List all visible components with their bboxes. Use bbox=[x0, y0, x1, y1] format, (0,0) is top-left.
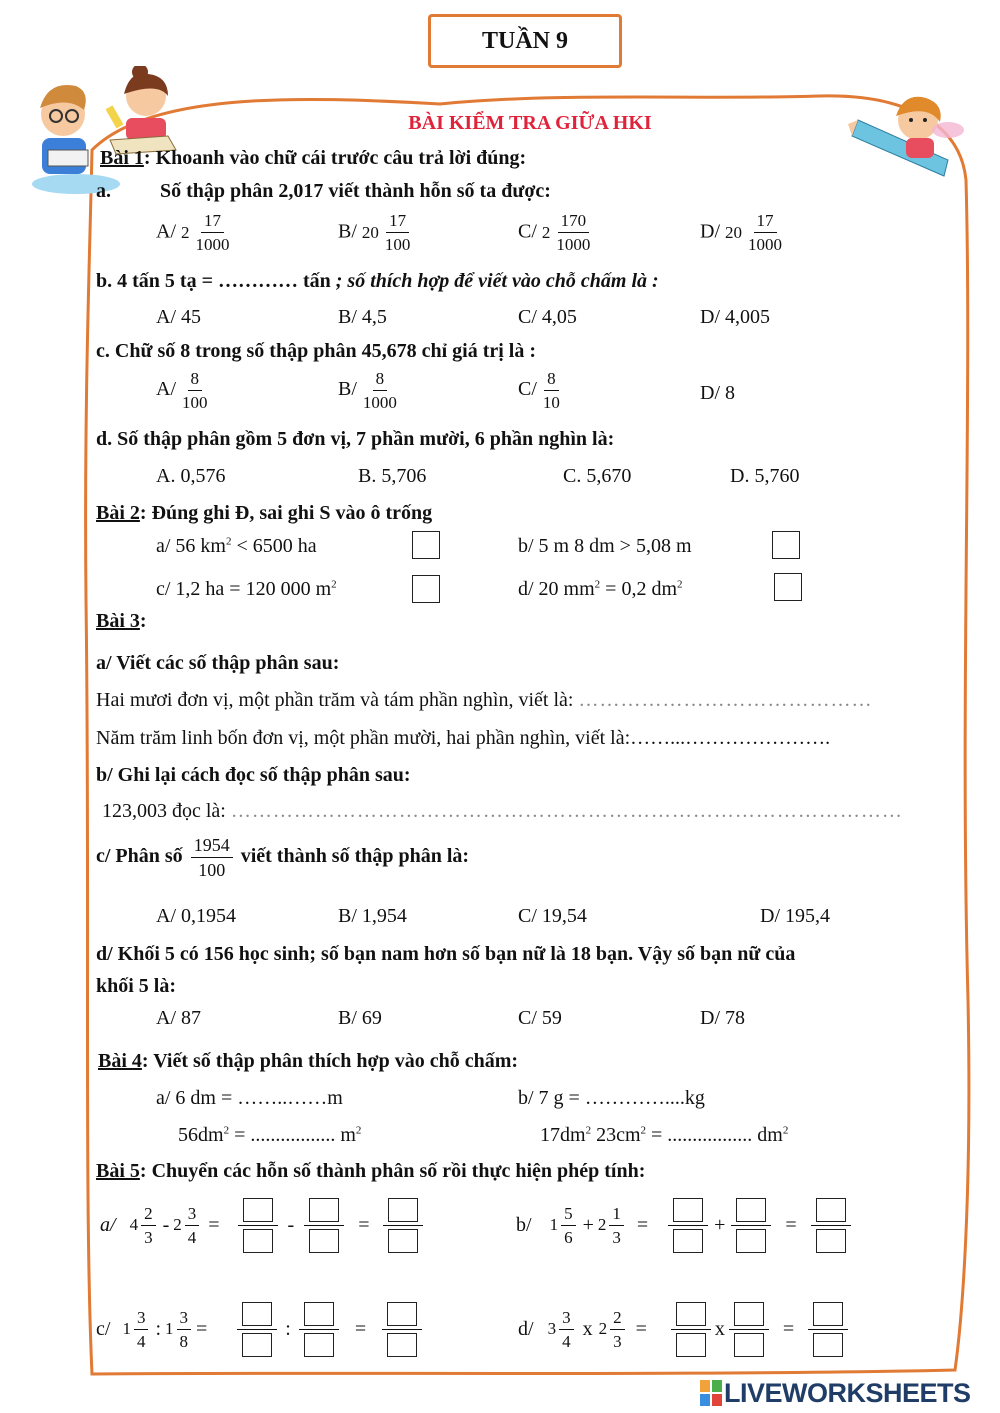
mixed-whole: 1 bbox=[549, 1215, 559, 1234]
option-prefix: A/ bbox=[156, 378, 176, 401]
option-prefix: C/ bbox=[518, 220, 537, 243]
bai1b-option-d[interactable]: D/ 4,005 bbox=[700, 306, 770, 328]
bai1a-letter: a. bbox=[96, 180, 111, 202]
bai4-label: Bài 4 bbox=[98, 1050, 142, 1072]
bai2-statement-b: b/ 5 m 8 dm > 5,08 m bbox=[518, 535, 692, 557]
bai4-item-b[interactable]: b/ 7 g = …………....kg bbox=[518, 1087, 705, 1109]
operator: : bbox=[285, 1317, 291, 1340]
answer-fraction-3 bbox=[383, 1198, 423, 1253]
item-d-part1: 17dm bbox=[540, 1124, 586, 1146]
fraction-denominator: 100 bbox=[198, 860, 226, 880]
bai1a-question: Số thập phân 2,017 viết thành hỗn số ta được: bbox=[160, 180, 551, 202]
bai1b-text: b. 4 tấn 5 tạ = ………… tấn bbox=[96, 270, 331, 292]
bai3b-text: 123,003 đọc là: bbox=[102, 800, 226, 822]
equals-sign: = bbox=[358, 1213, 370, 1236]
problem-prefix: c/ bbox=[96, 1317, 111, 1340]
exponent: 2 bbox=[331, 578, 337, 591]
fraction-denominator: 4 bbox=[562, 1331, 571, 1351]
numerator-box[interactable] bbox=[813, 1302, 843, 1326]
numerator-box[interactable] bbox=[304, 1302, 334, 1326]
denominator-box[interactable] bbox=[736, 1229, 766, 1253]
fraction-denominator: 1000 bbox=[362, 393, 397, 412]
mixed-whole: 1 bbox=[122, 1319, 131, 1338]
fraction-denominator: 4 bbox=[136, 1331, 146, 1351]
bai3a-title: a/ Viết các số thập phân sau: bbox=[96, 652, 340, 674]
fraction-denominator: 1000 bbox=[195, 235, 230, 254]
answer-fraction-1 bbox=[668, 1198, 708, 1253]
bai2-statement-c bbox=[156, 578, 337, 601]
bai3b-title: b/ Ghi lại cách đọc số thập phân sau: bbox=[96, 764, 411, 786]
problem-prefix: d/ bbox=[518, 1317, 534, 1340]
fraction-numerator: 170 bbox=[558, 212, 590, 233]
answer-box-d[interactable] bbox=[774, 573, 802, 601]
mixed-whole: 20 bbox=[361, 222, 379, 242]
denominator-box[interactable] bbox=[388, 1229, 418, 1253]
test-title: BÀI KIỂM TRA GIỮA HKI bbox=[408, 112, 652, 134]
fraction-denominator: 100 bbox=[384, 235, 411, 254]
colon-text: : bbox=[139, 610, 147, 632]
bai1b-question bbox=[96, 270, 659, 293]
option-prefix: B/ bbox=[338, 378, 357, 401]
bai3c-option-d[interactable]: D/ 195,4 bbox=[760, 905, 830, 927]
fraction-denominator: 100 bbox=[182, 393, 208, 412]
operator: x bbox=[582, 1317, 593, 1340]
bai1b-option-b[interactable]: B/ 4,5 bbox=[338, 306, 387, 328]
bai3c-question bbox=[96, 836, 469, 879]
mixed-whole: 2 bbox=[541, 222, 551, 242]
equals-sign: = bbox=[208, 1213, 220, 1236]
bai5-problem-c bbox=[96, 1294, 422, 1364]
bai1-header bbox=[100, 147, 526, 170]
fraction-numerator: 17 bbox=[386, 212, 409, 233]
denominator-box[interactable] bbox=[813, 1333, 843, 1357]
fraction-numerator: 1954 bbox=[191, 836, 233, 858]
fraction-denominator: 3 bbox=[613, 1331, 622, 1351]
liveworksheets-logo-icon bbox=[700, 1380, 722, 1406]
exponent: 2 bbox=[782, 1124, 789, 1137]
operator: x bbox=[714, 1317, 725, 1340]
fraction-numerator: 8 bbox=[188, 370, 203, 391]
exponent: 2 bbox=[355, 1124, 362, 1137]
numerator-box[interactable] bbox=[734, 1302, 764, 1326]
fraction-numerator: 3 bbox=[185, 1205, 200, 1226]
fraction-denominator: 1000 bbox=[748, 235, 782, 254]
mixed-whole: 1 bbox=[165, 1319, 174, 1338]
fraction-numerator: 17 bbox=[754, 212, 777, 233]
bai5-instruction: : Chuyển các hỗn số thành phân số rồi thực hiện phép tính: bbox=[139, 1160, 646, 1182]
numerator-box[interactable] bbox=[676, 1302, 706, 1326]
answer-fraction-2 bbox=[731, 1198, 771, 1253]
brand-name: LIVEWORKSHEETS bbox=[724, 1378, 971, 1408]
bai1d-option-d[interactable]: D. 5,760 bbox=[730, 465, 800, 487]
operator: : bbox=[155, 1317, 161, 1340]
fraction-numerator: 3 bbox=[559, 1309, 574, 1330]
operator: - bbox=[287, 1213, 295, 1236]
statement-d-part2: = 0,2 dm bbox=[600, 578, 678, 600]
bai3c-option-b[interactable]: B/ 1,954 bbox=[338, 905, 407, 927]
fraction-denominator: 1000 bbox=[556, 235, 591, 254]
bai1c-option-c[interactable] bbox=[518, 370, 566, 411]
bai1c-question: c. Chữ số 8 trong số thập phân 45,678 chỉ giá trị là : bbox=[96, 340, 537, 362]
bai2-header bbox=[96, 502, 432, 525]
exponent: 2 bbox=[223, 1124, 230, 1137]
item-c-part1: 56dm bbox=[178, 1124, 224, 1146]
fraction-numerator: 2 bbox=[610, 1309, 625, 1330]
exponent: 2 bbox=[226, 535, 232, 548]
denominator-box[interactable] bbox=[243, 1229, 273, 1253]
bai3c-post: viết thành số thập phân là: bbox=[240, 845, 470, 868]
equals-sign: = bbox=[354, 1317, 367, 1340]
denominator-box[interactable] bbox=[387, 1333, 417, 1357]
bai3-label: Bài 3 bbox=[96, 610, 140, 632]
fraction-numerator: 17 bbox=[201, 212, 224, 233]
answer-box-a[interactable] bbox=[412, 531, 440, 559]
bai3-colon bbox=[96, 610, 147, 633]
numerator-box[interactable] bbox=[736, 1198, 766, 1222]
equals-sign: = bbox=[782, 1317, 795, 1340]
bai4-item-d[interactable] bbox=[540, 1124, 788, 1147]
bai5-problem-a bbox=[100, 1190, 423, 1260]
bai1b-option-c[interactable]: C/ 4,05 bbox=[518, 306, 577, 328]
exponent: 2 bbox=[585, 1124, 592, 1137]
bai5-problem-d bbox=[518, 1294, 848, 1364]
operator: + bbox=[714, 1213, 726, 1236]
fraction-denominator: 3 bbox=[612, 1227, 621, 1247]
exponent: 2 bbox=[594, 578, 601, 591]
denominator-box[interactable] bbox=[242, 1333, 272, 1357]
equals-sign: = bbox=[785, 1213, 797, 1236]
bai3d-line2: khối 5 là: bbox=[96, 975, 177, 997]
fraction-numerator: 2 bbox=[141, 1205, 156, 1226]
bai5-header bbox=[96, 1160, 645, 1183]
answer-fraction-3 bbox=[808, 1302, 848, 1357]
mixed-whole: 2 bbox=[598, 1319, 608, 1338]
option-prefix: D/ bbox=[700, 220, 720, 243]
fraction-numerator: 8 bbox=[373, 370, 388, 391]
bai3d-option-d[interactable]: D/ 78 bbox=[700, 1007, 745, 1029]
bai4-instruction: : Viết số thập phân thích hợp vào chỗ chấm: bbox=[141, 1050, 519, 1072]
answer-box-c[interactable] bbox=[412, 575, 440, 603]
mixed-whole: 20 bbox=[725, 222, 742, 242]
answer-box-b[interactable] bbox=[772, 531, 800, 559]
exponent: 2 bbox=[640, 1124, 646, 1137]
answer-blank-1[interactable]: …………………………………… bbox=[578, 689, 873, 711]
denominator-box[interactable] bbox=[309, 1229, 339, 1253]
bai1d-option-c[interactable]: C. 5,670 bbox=[563, 465, 632, 487]
bai1d-option-b[interactable]: B. 5,706 bbox=[358, 465, 427, 487]
numerator-box[interactable] bbox=[242, 1302, 272, 1326]
bai1d-question: d. Số thập phân gồm 5 đơn vị, 7 phần mười, 6 phần nghìn là: bbox=[96, 428, 615, 450]
denominator-box[interactable] bbox=[676, 1333, 706, 1357]
problem-prefix: a/ bbox=[100, 1213, 116, 1236]
bai1-instruction: : Khoanh vào chữ cái trước câu trả lời đúng: bbox=[143, 147, 527, 169]
bai4-header bbox=[98, 1050, 518, 1073]
mixed-whole: 2 bbox=[173, 1215, 182, 1234]
bai3a-line1-text: Hai mươi đơn vị, một phần trăm và tám phần nghìn, viết là: bbox=[96, 689, 574, 711]
bai2-statement-a bbox=[156, 535, 317, 558]
bai1a-option-d[interactable] bbox=[700, 212, 788, 253]
fraction-numerator: 5 bbox=[561, 1205, 576, 1226]
bai3d-option-b[interactable]: B/ 69 bbox=[338, 1007, 382, 1029]
numerator-box[interactable] bbox=[243, 1198, 273, 1222]
bai1-label: Bài 1 bbox=[100, 147, 144, 169]
bai3d-option-c[interactable]: C/ 59 bbox=[518, 1007, 562, 1029]
bai5-problem-b bbox=[516, 1190, 851, 1260]
answer-fraction-2 bbox=[729, 1302, 769, 1357]
mixed-whole: 4 bbox=[129, 1215, 139, 1234]
denominator-box[interactable] bbox=[673, 1229, 703, 1253]
mixed-whole: 3 bbox=[547, 1319, 557, 1338]
bai3c-option-a[interactable]: A/ 0,1954 bbox=[156, 905, 236, 927]
bai5-label: Bài 5 bbox=[96, 1160, 140, 1182]
option-prefix: B/ bbox=[338, 220, 357, 243]
mixed-whole: 2 bbox=[181, 222, 190, 242]
bai3c-pre: c/ Phân số bbox=[96, 845, 183, 868]
operator: - bbox=[162, 1213, 170, 1236]
bai4-item-c[interactable] bbox=[178, 1124, 361, 1147]
fraction-denominator: 6 bbox=[564, 1227, 573, 1247]
option-prefix: A/ bbox=[156, 220, 176, 243]
bai1a-option-b[interactable] bbox=[338, 212, 416, 253]
numerator-box[interactable] bbox=[387, 1302, 417, 1326]
bai2-label: Bài 2 bbox=[96, 502, 140, 524]
fraction-denominator: 4 bbox=[187, 1227, 197, 1247]
answer-fraction-1 bbox=[237, 1302, 277, 1357]
bai1c-option-b[interactable] bbox=[338, 370, 403, 411]
bai2-instruction: : Đúng ghi Đ, sai ghi S vào ô trống bbox=[139, 502, 433, 524]
equals-sign: = bbox=[636, 1213, 649, 1236]
girl-pencil-clipart bbox=[848, 90, 978, 190]
answer-fraction-3 bbox=[382, 1302, 422, 1357]
exponent: 2 bbox=[677, 578, 683, 591]
bai3a-line1 bbox=[96, 689, 872, 712]
denominator-box[interactable] bbox=[304, 1333, 334, 1357]
bai1d-option-a[interactable]: A. 0,576 bbox=[156, 465, 226, 487]
denominator-box[interactable] bbox=[734, 1333, 764, 1357]
item-c-part2: = ................. m bbox=[229, 1124, 356, 1146]
statement-a-part1: a/ 56 km bbox=[156, 535, 226, 557]
fraction-numerator: 3 bbox=[177, 1309, 192, 1330]
problem-prefix: b/ bbox=[516, 1213, 532, 1236]
bai1a-option-c[interactable] bbox=[518, 212, 596, 253]
statement-c-part1: c/ 1,2 ha = 120 000 m bbox=[156, 578, 332, 600]
bai3d-line1: d/ Khối 5 có 156 học sinh; số bạn nam hơn số bạn nữ là 18 bạn. Vậy số bạn nữ của bbox=[96, 943, 796, 965]
numerator-box[interactable] bbox=[309, 1198, 339, 1222]
bai3b-line bbox=[102, 800, 903, 823]
bai1c-option-a[interactable] bbox=[156, 370, 214, 411]
numerator-box[interactable] bbox=[388, 1198, 418, 1222]
answer-fraction-1 bbox=[238, 1198, 278, 1253]
equals-sign: = bbox=[635, 1317, 647, 1340]
numerator-box[interactable] bbox=[673, 1198, 703, 1222]
fraction-numerator: 3 bbox=[134, 1309, 149, 1330]
bai1b-option-a[interactable]: A/ 45 bbox=[156, 306, 201, 328]
answer-fraction-3 bbox=[811, 1198, 851, 1253]
bai3d-option-a[interactable]: A/ 87 bbox=[156, 1007, 201, 1029]
operator: + bbox=[582, 1213, 594, 1236]
item-d-part3: = ................. dm bbox=[646, 1124, 783, 1146]
bai3a-line2[interactable]: Năm trăm linh bốn đơn vị, một phần mười, hai phần nghìn, viết là:……...…………………. bbox=[96, 727, 831, 749]
bai1c-option-d[interactable]: D/ 8 bbox=[700, 382, 735, 404]
mixed-whole: 2 bbox=[597, 1215, 607, 1234]
answer-fraction-2 bbox=[299, 1302, 339, 1357]
bai2-statement-d bbox=[518, 578, 683, 601]
week-title: TUẦN 9 bbox=[428, 14, 622, 68]
answer-fraction-2 bbox=[304, 1198, 344, 1253]
bai4-item-a[interactable]: a/ 6 dm = ……..……m bbox=[156, 1087, 343, 1109]
statement-d-part1: d/ 20 mm bbox=[518, 578, 595, 600]
numerator-box[interactable] bbox=[816, 1198, 846, 1222]
fraction-denominator: 8 bbox=[179, 1331, 188, 1351]
bai1a-option-a[interactable] bbox=[156, 212, 236, 253]
fraction-numerator: 8 bbox=[544, 370, 559, 391]
bai3c-option-c[interactable]: C/ 19,54 bbox=[518, 905, 587, 927]
answer-blank-2[interactable]: …………………………………………………………………………………… bbox=[230, 800, 903, 822]
fraction-numerator: 1 bbox=[609, 1205, 624, 1226]
item-d-part2: 23cm bbox=[591, 1124, 641, 1146]
statement-a-part2: < 6500 ha bbox=[231, 535, 317, 557]
option-prefix: C/ bbox=[518, 378, 537, 401]
denominator-box[interactable] bbox=[816, 1229, 846, 1253]
fraction-denominator: 3 bbox=[144, 1227, 153, 1247]
equals-sign: = bbox=[196, 1317, 208, 1340]
answer-fraction-1 bbox=[671, 1302, 711, 1357]
bai1b-tail: ; số thích hợp để viết vào chỗ chấm là : bbox=[330, 270, 659, 292]
fraction-denominator: 10 bbox=[542, 393, 560, 412]
